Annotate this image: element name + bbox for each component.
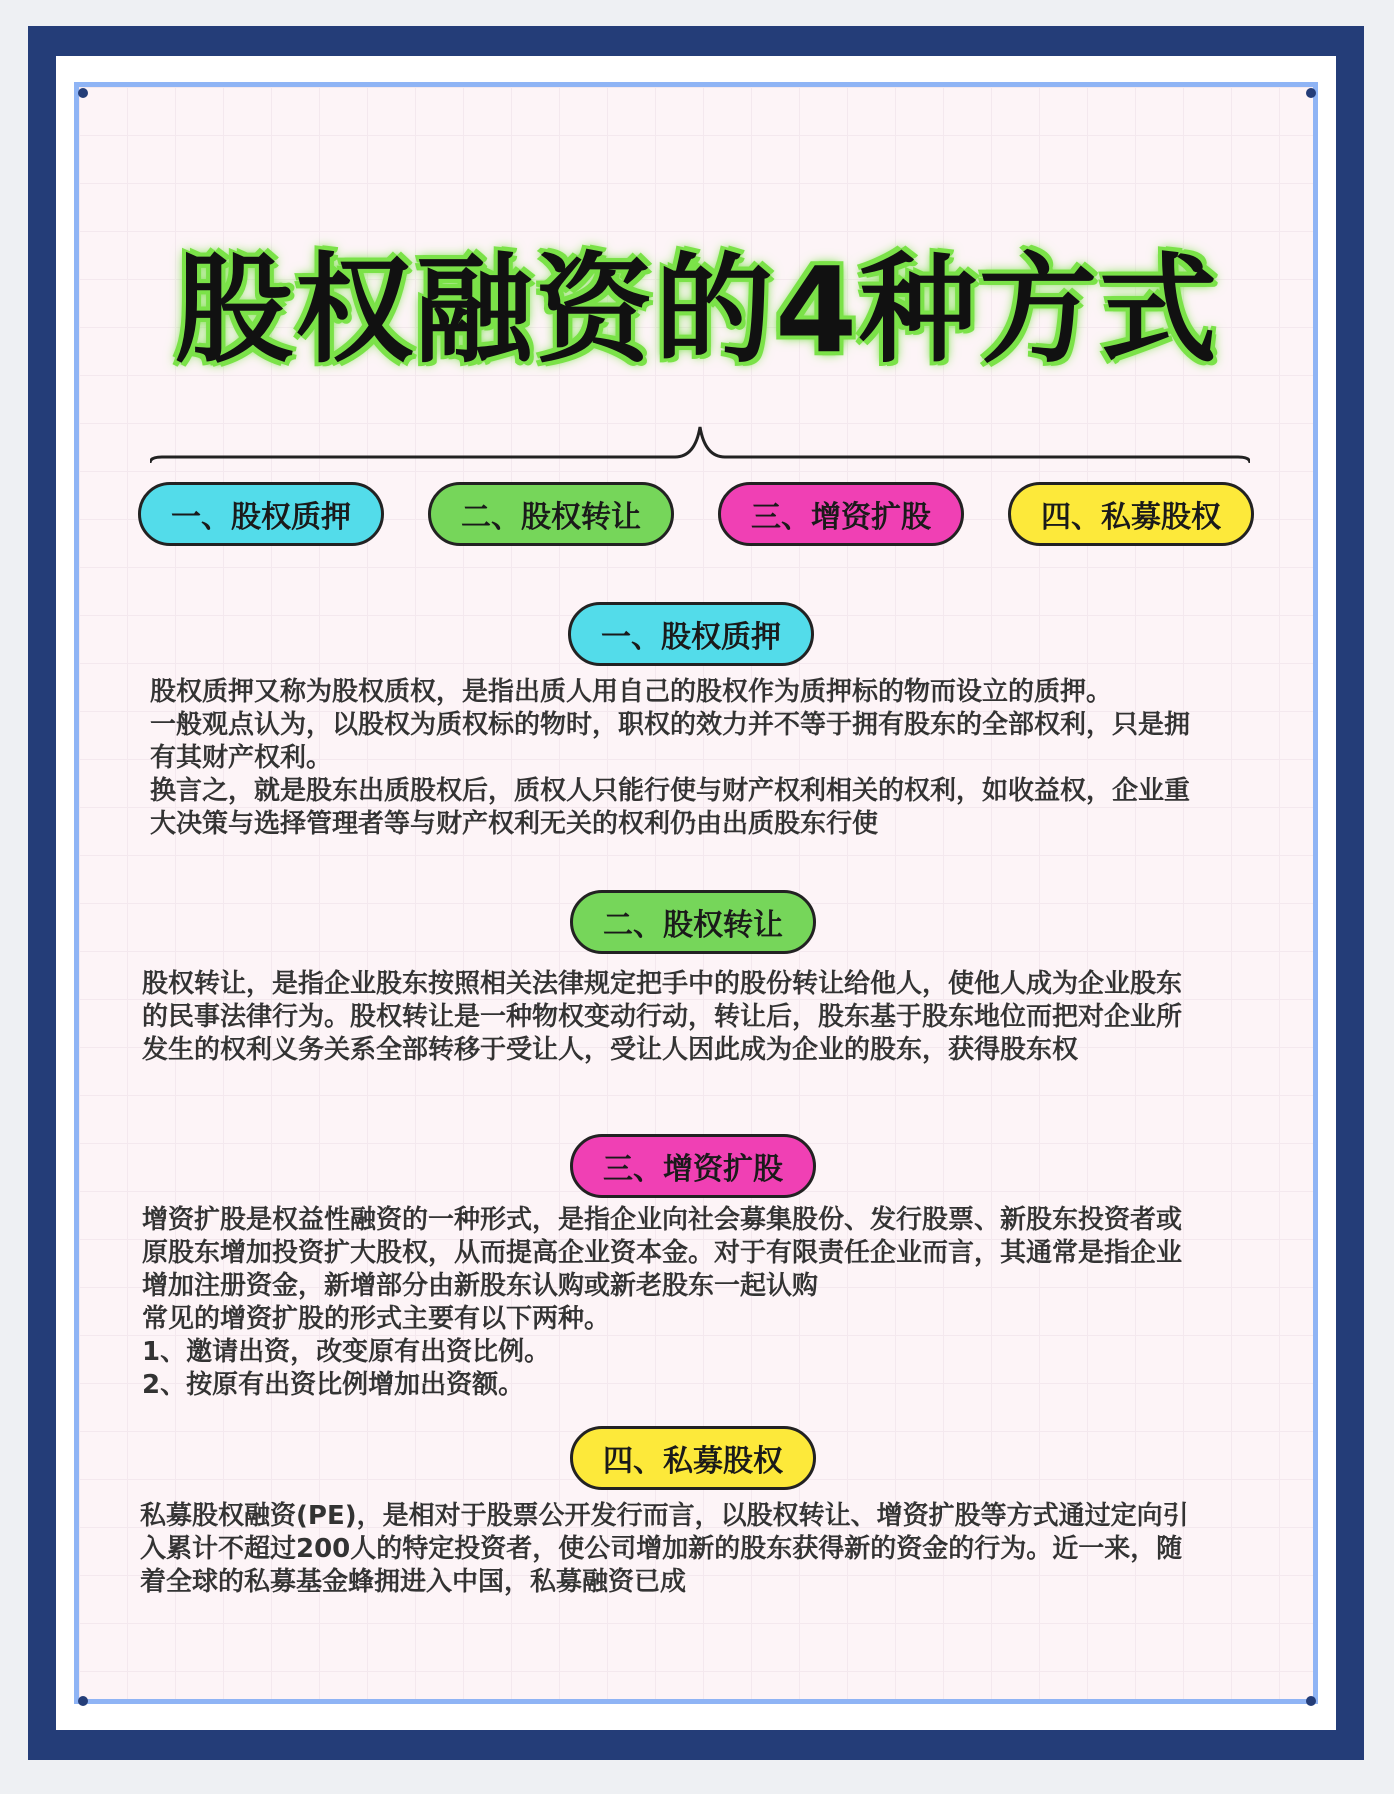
body-line: 2、按原有出资比例增加出资额。 [142,1370,525,1400]
nav-pill-private-equity[interactable]: 四、私募股权 [1008,482,1254,546]
body-line: 的民事法律行为。股权转让是一种物权变动行动，转让后，股东基于股东地位而把对企业所 [142,1002,1183,1032]
body-line: 1、邀请出资，改变原有出资比例。 [142,1337,551,1367]
section-body-equity-transfer [142,968,1182,1067]
body-line: 私募股权融资(PE)，是相对于股票公开发行而言，以股权转让、增资扩股等方式通过定向引 [140,1501,1189,1531]
body-line: 增加注册资金，新增部分由新股东认购或新老股东一起认购 [142,1271,819,1301]
body-line: 一般观点认为，以股权为质权标的物时，职权的效力并不等于拥有股东的全部权利，只是拥 [150,710,1191,740]
body-line: 大决策与选择管理者等与财产权利无关的权利仍由出质股东行使 [150,809,879,839]
section-heading-capital-increase: 三、增资扩股 [570,1134,816,1198]
section-heading-equity-transfer: 二、股权转让 [570,890,816,954]
nav-pill-capital-increase[interactable]: 三、增资扩股 [718,482,964,546]
section-body-equity-pledge [150,676,1190,841]
body-line: 股权质押又称为股权质权，是指出质人用自己的股权作为质押标的物而设立的质押。 [150,677,1113,707]
body-line: 有其财产权利。 [150,743,333,773]
nav-pill-equity-pledge[interactable]: 一、股权质押 [138,482,384,546]
body-line: 增资扩股是权益性融资的一种形式，是指企业向社会募集股份、发行股票、新股东投资者或 [142,1205,1183,1235]
corner-dot [1306,1696,1316,1706]
page-title: 股权融资的4种方式 [174,241,1220,379]
body-line: 着全球的私募基金蜂拥进入中国，私募融资已成 [140,1567,687,1597]
brace-divider [150,425,1250,465]
body-line: 发生的权利义务关系全部转移于受让人，受让人因此成为企业的股东，获得股东权 [142,1035,1079,1065]
body-line: 换言之，就是股东出质股权后，质权人只能行使与财产权利相关的权利，如收益权，企业重 [150,776,1191,806]
body-line: 常见的增资扩股的形式主要有以下两种。 [142,1304,611,1334]
section-body-capital-increase [142,1204,1182,1402]
corner-dot [78,1696,88,1706]
section-body-private-equity [140,1500,1189,1599]
section-heading-private-equity: 四、私募股权 [570,1426,816,1490]
nav-pill-equity-transfer[interactable]: 二、股权转让 [428,482,674,546]
section-heading-equity-pledge: 一、股权质押 [568,602,814,666]
body-line: 股权转让，是指企业股东按照相关法律规定把手中的股份转让给他人，使他人成为企业股东 [142,969,1183,999]
corner-dot [1306,88,1316,98]
body-line: 原股东增加投资扩大股权，从而提高企业资本金。对于有限责任企业而言，其通常是指企业 [142,1238,1183,1268]
body-line: 入累计不超过200人的特定投资者，使公司增加新的股东获得新的资金的行为。近一来，随 [140,1534,1183,1564]
corner-dot [78,88,88,98]
